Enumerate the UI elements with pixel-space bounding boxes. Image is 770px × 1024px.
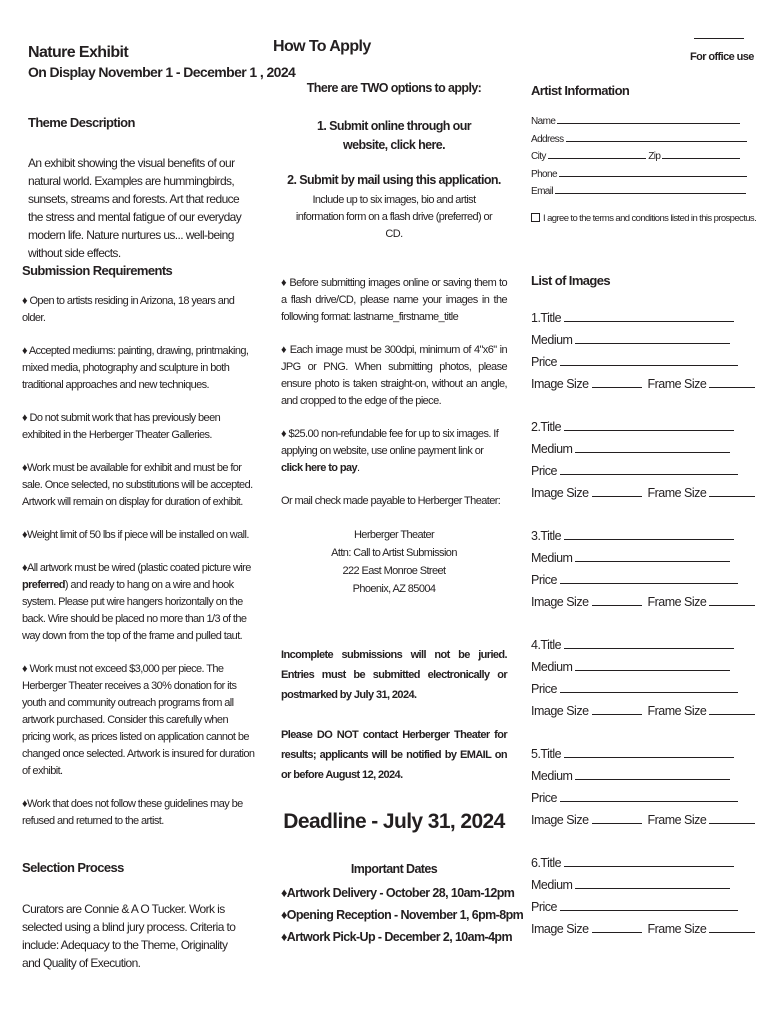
apply-options-intro: There are TWO options to apply: [306,81,482,95]
image-size-label: Image Size [531,813,589,827]
medium-line[interactable] [575,887,730,889]
image-title-field[interactable] [531,525,749,547]
image-title-line[interactable] [564,756,734,758]
exhibit-dates: On Display November 1 - December 1 , 2024 [28,64,296,80]
artist-info-heading: Artist Information [531,83,630,98]
images-heading: List of Images [531,273,611,288]
image-title-label: 5.Title [531,747,562,761]
deadline: Deadline - July 31, 2024 [283,810,505,833]
phone-field[interactable] [531,166,749,184]
image-size-label: Image Size [531,704,589,718]
price-line[interactable] [560,364,738,366]
image-entry [531,416,749,525]
medium-label: Medium [531,769,573,783]
apply-instructions [281,275,507,598]
frame-size-label: Frame Size [647,813,707,827]
address-line-input[interactable] [566,140,747,142]
image-price-field[interactable] [531,678,749,700]
price-line[interactable] [560,582,738,584]
phone-label: Phone [531,168,557,180]
image-title-line[interactable] [564,429,734,431]
address-line: Attn: Call to Artist Submission [331,547,457,559]
zip-line[interactable] [662,157,740,159]
fee-text: ♦ $25.00 non-refundable fee for up to six images. If applying on website, use online payment link or [281,428,499,457]
agree-checkbox[interactable] [531,213,540,222]
frame-size-line[interactable] [709,822,755,824]
image-size-field[interactable] [531,373,749,395]
image-size-field[interactable] [531,809,749,831]
image-size-line[interactable] [592,713,642,715]
medium-label: Medium [531,878,573,892]
medium-line[interactable] [575,669,730,671]
image-size-line[interactable] [592,822,642,824]
frame-size-label: Frame Size [647,486,707,500]
medium-line[interactable] [575,342,730,344]
selection-text: Curators are Connie & A O Tucker. Work is selected using a blind jury process. Criteria to include: Adequacy to the Theme, Originality and Quality of Execution. [22,902,236,970]
price-label: Price [531,900,557,914]
image-medium-field[interactable] [531,438,749,460]
frame-size-line[interactable] [709,604,755,606]
image-title-field[interactable] [531,307,749,329]
city-line[interactable] [548,157,646,159]
image-price-field[interactable] [531,896,749,918]
frame-size-line[interactable] [709,386,755,388]
frame-size-label: Frame Size [647,595,707,609]
image-size-line[interactable] [592,495,642,497]
mail-intro: Or mail check made payable to Herberger Theater: [281,495,501,507]
frame-size-line[interactable] [709,713,755,715]
frame-size-label: Frame Size [647,704,707,718]
image-size-label: Image Size [531,377,589,391]
image-price-field[interactable] [531,460,749,482]
important-date: ♦Artwork Pick-Up - December 2, 10am-4pm [281,930,512,944]
wire-prefix: ♦All artwork must be wired (plastic coated picture wire [22,562,251,574]
image-size-field[interactable] [531,700,749,722]
image-medium-field[interactable] [531,329,749,351]
image-spec-instruction: ♦ Each image must be 300dpi, minimum of 4"x6" in JPG or PNG. When submitting photos, please ensure photo is taken straight-on, without an angle, and cropped to the edge of the piece. [281,344,507,407]
price-line[interactable] [560,473,738,475]
frame-size-line[interactable] [709,931,755,933]
city-zip-field[interactable] [531,148,749,166]
image-medium-field[interactable] [531,874,749,896]
address-line: Phoenix, AZ 85004 [352,583,436,595]
email-label: Email [531,186,554,197]
requirements-list [22,293,258,830]
email-field[interactable] [531,183,749,201]
apply-heading: How To Apply [273,38,371,55]
image-size-label: Image Size [531,595,589,609]
image-size-field[interactable] [531,918,749,940]
image-size-line[interactable] [592,604,642,606]
address-label: Address [531,133,564,145]
image-title-field[interactable] [531,416,749,438]
requirement-wire [22,560,258,645]
medium-line[interactable] [575,560,730,562]
image-title-line[interactable] [564,538,734,540]
incomplete-notice: Incomplete submissions will not be juried. Entries must be submitted electronically or postmarked by July 31, 2024. [281,649,507,701]
medium-label: Medium [531,551,573,565]
image-size-field[interactable] [531,482,749,504]
fee-instruction [281,426,507,477]
price-label: Price [531,682,557,696]
image-list [531,307,749,961]
image-medium-field[interactable] [531,656,749,678]
image-title-line[interactable] [564,647,734,649]
requirement-item: ♦ Work must not exceed $3,000 per piece. The Herberger Theater receives a 30% donation for its youth and community outreach programs from all artwork purchased. Consider this carefully when pricing work, as prices listed on application cannot be changed once selected. Artwork is insured for duration of exhibit. [22,663,255,777]
apply-option2: 2. Submit by mail using this application. [287,173,501,187]
image-price-field[interactable] [531,787,749,809]
image-entry [531,634,749,743]
price-label: Price [531,791,557,805]
image-price-field[interactable] [531,351,749,373]
theme-text: An exhibit showing the visual benefits of our natural world. Examples are hummingbirds, sunsets, streams and forests. Art that reduce the stress and mental fatigue of our everyday modern life. Nature nurtures us... well-being without side effects. [28,156,242,260]
requirement-item: ♦ Open to artists residing in Arizona, 18 years and older. [22,295,235,324]
requirement-item: ♦Work must be available for exhibit and must be for sale. Once selected, no substitutions will be accepted. Artwork will remain on display for duration of exhibit. [22,462,253,508]
image-size-line[interactable] [592,931,642,933]
no-contact-notice: Please DO NOT contact Herberger Theater for results; applicants will be notified by EMAIL on or before August 12, 2024. [281,729,507,781]
phone-line[interactable] [559,175,747,177]
email-line[interactable] [555,192,746,194]
image-entry [531,743,749,852]
name-field[interactable] [531,113,749,131]
image-title-label: 2.Title [531,420,562,434]
important-date: ♦Artwork Delivery - October 28, 10am-12pm [281,886,515,900]
image-entry [531,852,749,961]
pay-link[interactable]: click here to pay [281,462,358,474]
name-label: Name [531,116,556,127]
important-date: ♦Opening Reception - November 1, 6pm-8pm [281,908,524,922]
agree-text: I agree to the terms and conditions listed in this prospectus. [543,212,757,224]
image-price-field[interactable] [531,569,749,591]
apply-option2-note: Include up to six images, bio and artist information form on a flash drive (preferred) or CD. [295,194,493,240]
wire-bold: preferred [22,579,65,591]
image-title-field[interactable] [531,852,749,874]
agree-checkbox-row[interactable] [531,210,757,228]
price-line[interactable] [560,800,738,802]
image-entry [531,525,749,634]
selection-heading: Selection Process [22,860,124,875]
price-line[interactable] [560,691,738,693]
image-title-label: 3.Title [531,529,562,543]
requirement-item: ♦Weight limit of 50 lbs if piece will be installed on wall. [22,529,249,541]
theme-heading: Theme Description [28,115,135,130]
important-dates-heading: Important Dates [350,862,438,876]
image-entry [531,307,749,416]
name-line[interactable] [557,122,740,124]
image-size-label: Image Size [531,486,589,500]
image-title-line[interactable] [564,320,734,322]
frame-size-line[interactable] [709,495,755,497]
image-title-field[interactable] [531,743,749,765]
wire-suffix: ) and ready to hang on a wire and hook system. Please put wire hangers horizontally on the back. Wire should be placed no more than 1/3 of the way down from the top of the frame and pulled taut. [22,579,247,642]
requirement-item: ♦Work that does not follow these guidelines may be refused and returned to the artist. [22,798,243,827]
exhibit-header [28,43,296,81]
price-line[interactable] [560,909,738,911]
office-use-label: For office use [690,51,754,63]
office-use-line [694,38,744,39]
image-title-label: 4.Title [531,638,562,652]
image-medium-field[interactable] [531,765,749,787]
frame-size-label: Frame Size [647,377,707,391]
image-title-label: 6.Title [531,856,562,870]
artist-info-form [531,113,757,227]
requirement-item: ♦ Accepted mediums: painting, drawing, printmaking, mixed media, photography and sculpture in both traditional approaches and new techniques. [22,345,249,391]
image-title-label: 1.Title [531,311,562,325]
requirement-item: ♦ Do not submit work that has previously been exhibited in the Herberger Theater Galleries. [22,412,221,441]
image-title-line[interactable] [564,865,734,867]
zip-label: Zip [648,151,661,162]
image-size-line[interactable] [592,386,642,388]
naming-instruction: ♦ Before submitting images online or saving them to a flash drive/CD, please name your images in the following format: lastname_firstname_title [281,277,507,323]
exhibit-title: Nature Exhibit [28,44,129,61]
mailing-address [281,526,507,598]
medium-line[interactable] [575,451,730,453]
address-line: Herberger Theater [353,529,435,541]
medium-label: Medium [531,333,573,347]
requirements-heading: Submission Requirements [22,263,173,278]
frame-size-label: Frame Size [647,922,707,936]
medium-line[interactable] [575,778,730,780]
fee-end: . [357,462,360,474]
image-medium-field[interactable] [531,547,749,569]
city-label: City [531,151,546,162]
image-size-field[interactable] [531,591,749,613]
image-title-field[interactable] [531,634,749,656]
medium-label: Medium [531,442,573,456]
medium-label: Medium [531,660,573,674]
important-dates-list [281,882,524,948]
image-size-label: Image Size [531,922,589,936]
apply-option1[interactable]: 1. Submit online through our website, click here. [316,119,472,152]
price-label: Price [531,573,557,587]
price-label: Price [531,355,557,369]
price-label: Price [531,464,557,478]
address-field[interactable] [531,131,749,149]
address-line: 222 East Monroe Street [342,565,446,577]
